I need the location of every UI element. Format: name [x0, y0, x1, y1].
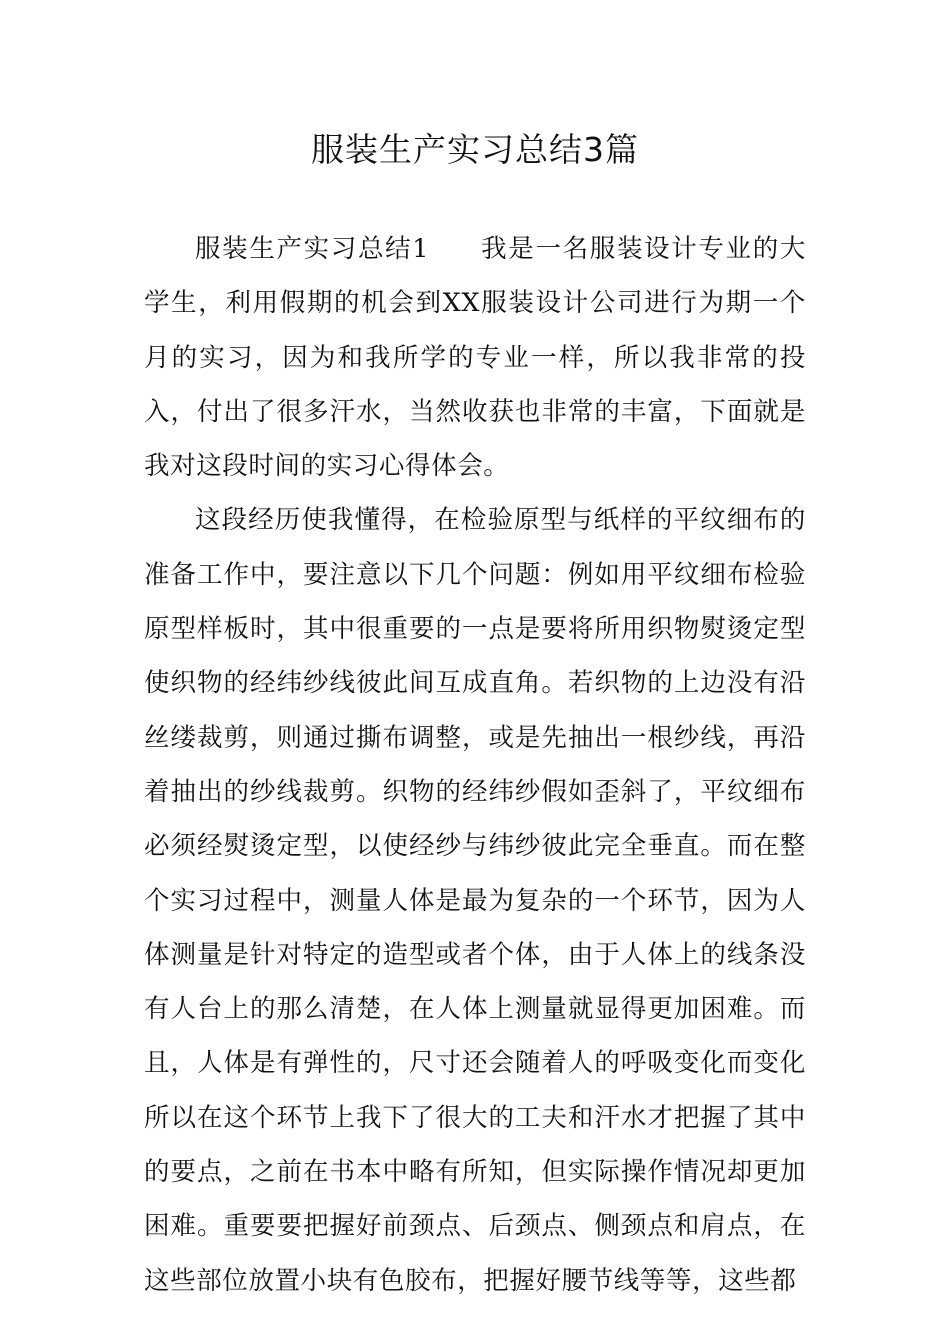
paragraph-1-body: 我是一名服装设计专业的大学生，利用假期的机会到XX服装设计公司进行为期一个月的实习，因为和我所学的专业一样，所以我非常的投入，付出了很多汗水，当然收获也非常的丰富，下面就是我对这段时间的实习心得体会。 [144, 234, 806, 482]
document-title: 服装生产实习总结3篇 [311, 130, 639, 169]
paragraph-1-heading: 服装生产实习总结1 [195, 234, 430, 264]
document-body [144, 222, 806, 1308]
paragraph-1 [144, 222, 806, 493]
paragraph-2: 这段经历使我懂得，在检验原型与纸样的平纹细布的准备工作中，要注意以下几个问题：例如用平纹细布检验原型样板时，其中很重要的一点是要将所用织物熨烫定型使织物的经纬纱线彼此间互成直角。若织物的上边没有沿丝缕裁剪，则通过撕布调整，或是先抽出一根纱线，再沿着抽出的纱线裁剪。织物的经纬纱假如歪斜了，平纹细布必须经熨烫定型，以使经纱与纬纱彼此完全垂直。而在整个实习过程中，测量人体是最为复杂的一个环节，因为人体测量是针对特定的造型或者个体，由于人体上的线条没有人台上的那么清楚，在人体上测量就显得更加困难。而且，人体是有弹性的，尺寸还会随着人的呼吸变化而变化所以在这个环节上我下了很大的工夫和汗水才把握了其中的要点，之前在书本中略有所知，但实际操作情况却更加困难。重要要把握好前颈点、后颈点、侧颈点和肩点，在这些部位放置小块有色胶布，把握好腰节线等等，这些都 [144, 505, 806, 1296]
